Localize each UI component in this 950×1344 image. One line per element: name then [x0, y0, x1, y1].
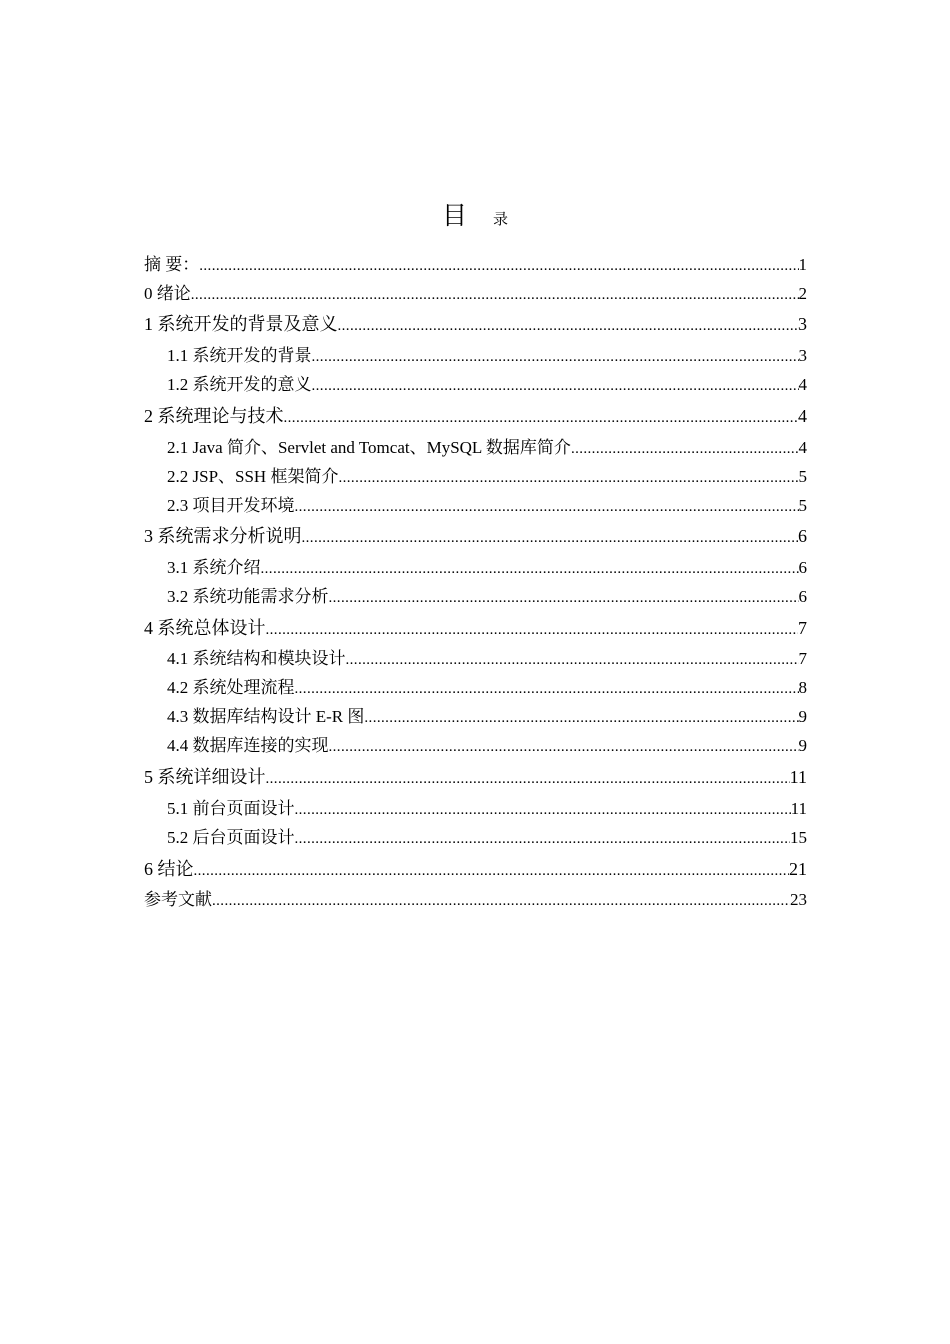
toc-entry-page: 8	[798, 678, 807, 697]
toc-leader-dots	[261, 558, 799, 578]
toc-leader-dots	[302, 526, 799, 547]
toc-entry-label: 4.1 系统结构和模块设计	[167, 649, 346, 668]
toc-entry-page: 6	[798, 558, 807, 577]
toc-leader-dots	[338, 467, 798, 487]
toc-entry-label: 4 系统总体设计	[144, 618, 266, 638]
toc-title	[0, 196, 950, 232]
toc-leader-dots	[295, 799, 791, 819]
toc-entry-label: 3 系统需求分析说明	[144, 526, 302, 546]
toc-entry-label: 2 系统理论与技术	[144, 406, 284, 426]
toc-leader-dots	[295, 678, 799, 698]
toc-leader-dots	[338, 314, 799, 335]
toc-entry-page: 4	[798, 406, 807, 426]
toc-entry-label: 4.3 数据库结构设计 E-R 图	[167, 707, 365, 726]
toc-entry[interactable]	[144, 794, 807, 819]
toc-entry-label: 3.2 系统功能需求分析	[167, 587, 329, 606]
toc-entry-label: 4.2 系统处理流程	[167, 678, 295, 697]
toc-entry-page: 11	[789, 767, 807, 787]
toc-entry-page: 1	[798, 255, 807, 274]
toc-entry[interactable]	[144, 614, 807, 640]
toc-entry[interactable]	[144, 250, 807, 275]
toc-leader-dots	[295, 828, 791, 848]
toc-title-main: 目	[441, 201, 467, 230]
toc-entry-label: 1.1 系统开发的背景	[167, 346, 312, 365]
toc-entry-page: 6	[798, 587, 807, 606]
toc-leader-dots	[284, 406, 799, 427]
toc-leader-dots	[312, 346, 799, 366]
toc-entry[interactable]	[144, 582, 807, 607]
toc-entry[interactable]	[144, 433, 807, 458]
toc-entry[interactable]	[144, 402, 807, 428]
toc-entry-page: 21	[789, 859, 807, 879]
toc-entry-label: 参考文献	[144, 890, 212, 909]
toc-leader-dots	[571, 438, 799, 458]
toc-entry[interactable]	[144, 855, 807, 881]
toc-entry[interactable]	[144, 763, 807, 789]
toc-entry[interactable]	[144, 522, 807, 548]
toc-leader-dots	[329, 736, 799, 756]
toc-entry-page: 9	[798, 736, 807, 755]
toc-leader-dots	[212, 890, 790, 910]
toc-entry-label: 5.2 后台页面设计	[167, 828, 295, 847]
toc-leader-dots	[364, 707, 798, 727]
toc-leader-dots	[199, 255, 798, 275]
toc-entry-label: 4.4 数据库连接的实现	[167, 736, 329, 755]
toc-entry-label: 摘 要：	[144, 255, 200, 274]
toc-entry-page: 4	[798, 375, 807, 394]
toc-entry-page: 11	[790, 799, 807, 818]
toc-entry-page: 5	[798, 496, 807, 515]
toc-entry-page: 7	[798, 618, 807, 638]
toc-entry-page: 2	[798, 284, 807, 303]
toc-entry[interactable]	[144, 673, 807, 698]
toc-entry[interactable]	[144, 644, 807, 669]
toc-entry[interactable]	[144, 491, 807, 516]
toc-entry[interactable]	[144, 702, 807, 727]
toc-entry-page: 3	[798, 346, 807, 365]
toc-leader-dots	[295, 496, 799, 516]
toc-leader-dots	[266, 767, 790, 788]
toc-entry-page: 7	[798, 649, 807, 668]
toc-leader-dots	[266, 618, 799, 639]
toc-leader-dots	[346, 649, 799, 669]
toc-entry[interactable]	[144, 885, 807, 910]
toc-entry-page: 5	[798, 467, 807, 486]
toc-entry-label: 2.3 项目开发环境	[167, 496, 295, 515]
toc-entry-label: 0 绪论	[144, 284, 191, 303]
toc-leader-dots	[329, 587, 799, 607]
toc-entry-page: 6	[798, 526, 807, 546]
toc-entry-label: 3.1 系统介绍	[167, 558, 261, 577]
toc-entry[interactable]	[144, 310, 807, 336]
toc-leader-dots	[194, 859, 790, 880]
toc-entry-label: 1.2 系统开发的意义	[167, 375, 312, 394]
toc-title-sub: 录	[493, 210, 509, 228]
toc-entry-page: 3	[798, 314, 807, 334]
toc-entry-label: 2.1 Java 简介、Servlet and Tomcat、MySQL 数据库简介	[167, 438, 571, 457]
toc-entry-label: 5 系统详细设计	[144, 767, 266, 787]
toc-entry-page: 4	[798, 438, 807, 457]
toc-entry[interactable]	[144, 462, 807, 487]
toc-entry[interactable]	[144, 731, 807, 756]
toc-entry[interactable]	[144, 823, 807, 848]
toc-entry-label: 6 结论	[144, 859, 194, 879]
toc-entry-label: 1 系统开发的背景及意义	[144, 314, 338, 334]
toc-entry-page: 23	[790, 890, 807, 909]
toc-entry-page: 9	[798, 707, 807, 726]
toc-leader-dots	[191, 284, 799, 304]
toc-entry-label: 5.1 前台页面设计	[167, 799, 295, 818]
toc-entry-label: 2.2 JSP、SSH 框架简介	[167, 467, 339, 486]
toc-leader-dots	[312, 375, 799, 395]
toc-entry[interactable]	[144, 341, 807, 366]
toc-entry[interactable]	[144, 553, 807, 578]
toc-entry-page: 15	[790, 828, 807, 847]
toc-entry[interactable]	[144, 370, 807, 395]
toc-entry[interactable]	[144, 279, 807, 304]
